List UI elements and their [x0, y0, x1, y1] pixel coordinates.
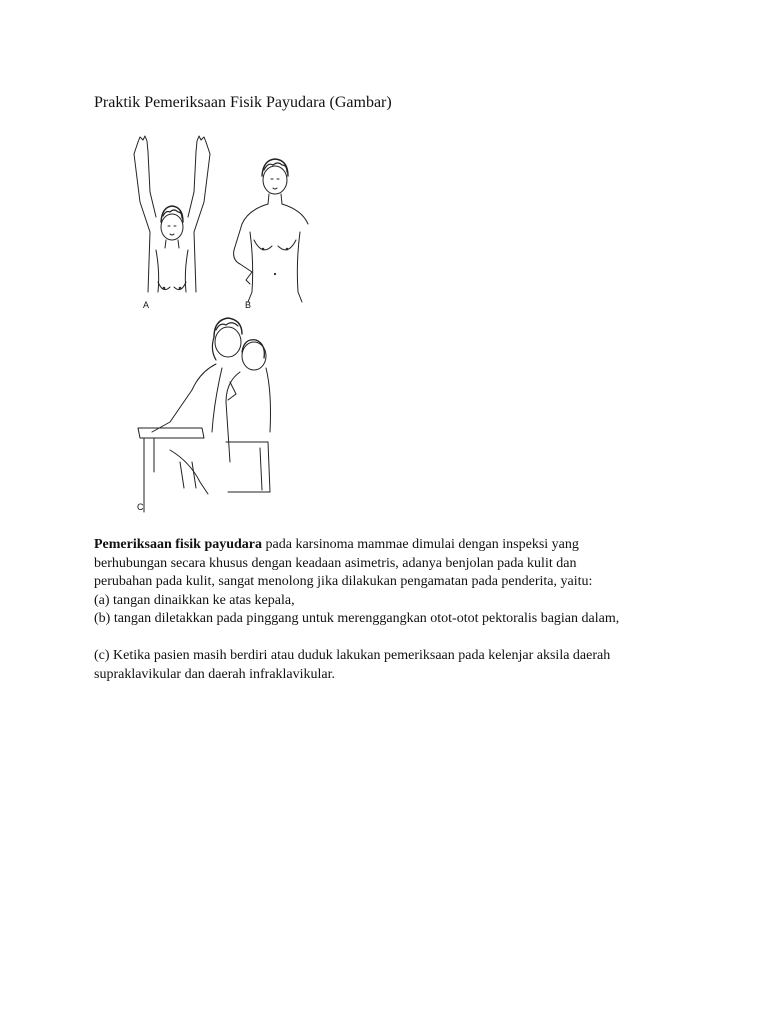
bold-lead-text: Pemeriksaan fisik payudara	[94, 537, 263, 552]
paragraph-line-1	[94, 536, 694, 555]
list-item-a: (a) tangan dinaikkan ke atas kepala,	[94, 592, 295, 608]
document-title: Praktik Pemeriksaan Fisik Payudara (Gambar)	[94, 94, 392, 111]
figure-c-seated-exam	[138, 318, 271, 512]
paragraph-line-3: perubahan pada kulit, sangat menolong jika dilakukan pengamatan pada penderita, yaitu:	[94, 574, 593, 589]
list-item-c-line-1: (c) Ketika pasien masih berdiri atau duduk lakukan pemeriksaan pada kelenjar aksila daerah	[94, 648, 611, 663]
figure-label-c: C	[137, 502, 144, 512]
figure-label-b: B	[245, 300, 252, 310]
line-1-rest: pada karsinoma mammae dimulai dengan inspeksi yang	[262, 537, 579, 552]
breast-examination-figure	[130, 132, 310, 517]
figure-a-arms-raised	[134, 136, 210, 292]
document-body	[94, 536, 694, 684]
figure-label-a: A	[143, 300, 150, 310]
paragraph-line-2: berhubungan secara khusus dengan keadaan asimetris, adanya benjolan pada kulit dan	[94, 555, 577, 571]
list-item-c-line-2: supraklavikular dan daerah infraklavikular.	[94, 666, 336, 682]
breast-examination-illustration	[130, 132, 310, 517]
paragraph-spacer	[94, 629, 694, 648]
figure-b-hands-on-hips	[234, 159, 308, 302]
list-item-b: (b) tangan diletakkan pada pinggang untuk merenggangkan otot-otot pektoralis bagian dalam,	[94, 611, 620, 626]
